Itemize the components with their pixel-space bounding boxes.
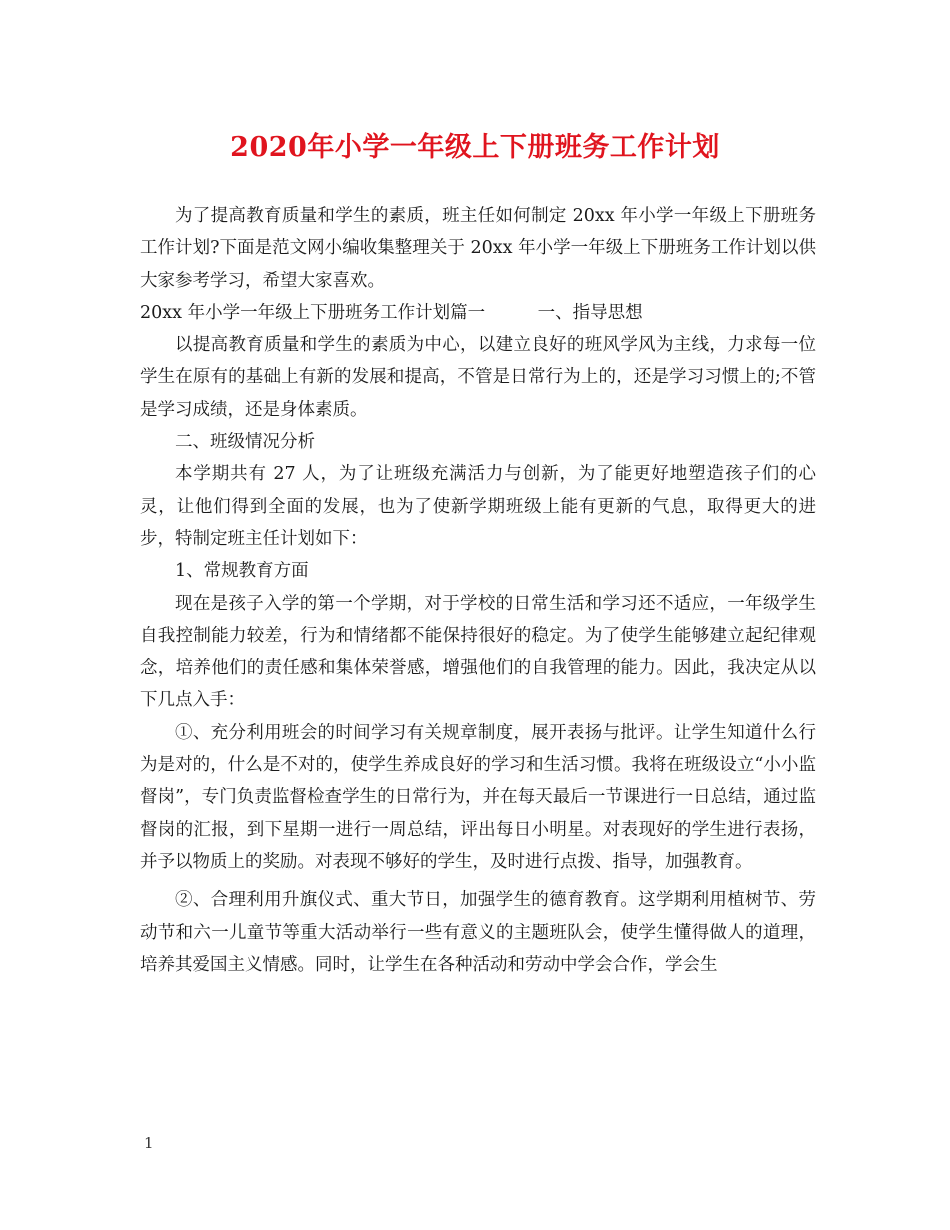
paragraph-section-heading: 20xx 年小学一年级上下册班务工作计划篇一 一、指导思想 bbox=[140, 302, 643, 323]
paragraph-routine: 现在是孩子入学的第一个学期，对于学校的日常生活和学习还不适应，一年级学生自我控制能力较差，行为和情绪都不能保持很好的稳定。为了使学生能够建立起纪律观念，培养他们的责任感和集体荣誉感，增强他们的自我管理的能力。因此，我决定从以下几点入手： bbox=[140, 593, 816, 711]
paragraph-point-2: ②、合理利用升旗仪式、重大节日，加强学生的德育教育。这学期利用植树节、劳动节和六一儿童节等重大活动举行一些有意义的主题班队会，使学生懂得做人的道理，培养其爱国主义情感。同时，让学生在各种活动和劳动中学会合作，学会生 bbox=[140, 890, 816, 975]
document-title: 2020年小学一年级上下册班务工作计划 bbox=[230, 132, 720, 163]
paragraph-class-analysis-heading: 二、班级情况分析 bbox=[175, 432, 315, 453]
paragraph-class-analysis: 本学期共有 27 人，为了让班级充满活力与创新，为了能更好地塑造孩子们的心灵，让他们得到全面的发展，也为了使新学期班级上能有更新的气息，取得更大的进步，特制定班主任计划如下： bbox=[140, 464, 816, 549]
paragraph-routine-heading: 1、常规教育方面 bbox=[175, 561, 309, 582]
document-body bbox=[140, 200, 816, 981]
page-number: 1 bbox=[144, 1134, 154, 1152]
paragraph-point-1: ①、充分利用班会的时间学习有关规章制度，展开表扬与批评。让学生知道什么行为是对的，什么是不对的，使学生养成良好的学习和生活习惯。我将在班级设立“小小监督岗”，专门负责监督检查学生的日常行为，并在每天最后一节课进行一日总结，通过监督岗的汇报，到下星期一进行一周总结，评出每日小明星。对表现好的学生进行表扬，并予以物质上的奖励。对表现不够好的学生，及时进行点拨、指导，加强教育。 bbox=[140, 722, 816, 872]
paragraph-guiding-thought: 以提高教育质量和学生的素质为中心，以建立良好的班风学风为主线，力求每一位学生在原有的基础上有新的发展和提高，不管是日常行为上的，还是学习习惯上的;不管是学习成绩，还是身体素质。 bbox=[140, 335, 816, 420]
paragraph-intro: 为了提高教育质量和学生的素质，班主任如何制定 20xx 年小学一年级上下册班务工作计划?下面是范文网小编收集整理关于 20xx 年小学一年级上下册班务工作计划以供大家参考学习，希望大家喜欢。 bbox=[140, 206, 816, 291]
